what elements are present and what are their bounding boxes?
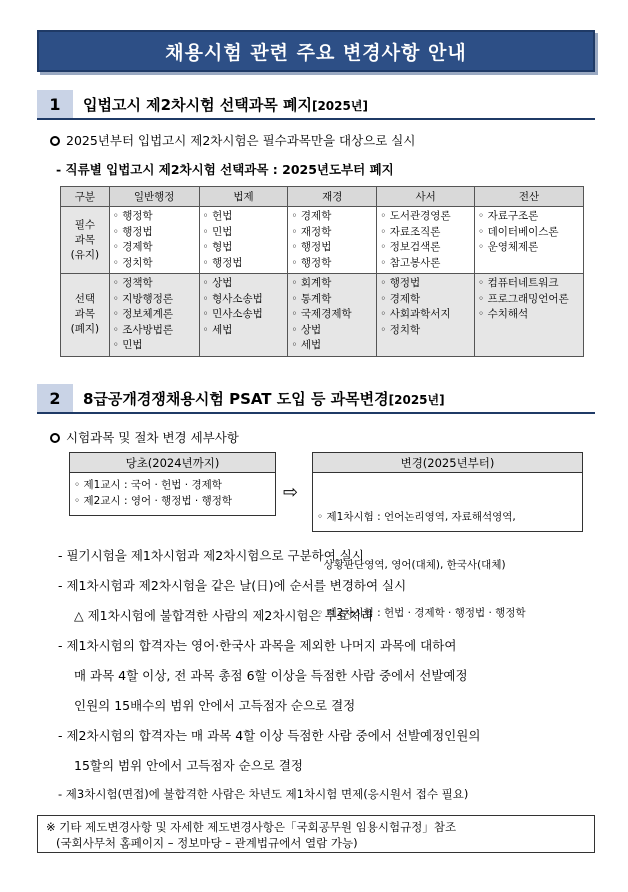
- subject-item: ◦ 정책학: [113, 276, 196, 292]
- circle-bullet-icon: [50, 136, 60, 146]
- after-line: 상황판단영역, 영어(대체), 한국사(대체): [317, 559, 506, 571]
- subject-item: ◦ 헌법: [203, 209, 285, 225]
- subject-item: ◦ 상법: [203, 276, 285, 292]
- subject-item: ◦ 운영체제론: [478, 240, 580, 256]
- table-header-row: [61, 187, 584, 207]
- table-cell: [109, 274, 199, 357]
- section-1-number: 1: [37, 90, 73, 118]
- subject-item: ◦ 민법: [203, 225, 285, 241]
- item-line: 매 과목 4할 이상, 전 과목 총점 6할 이상을 득점한 사람 중에서 선발예정: [74, 668, 468, 683]
- subject-item: ◦ 데이터베이스론: [478, 225, 580, 241]
- section-2-bullet: [50, 428, 239, 446]
- section-1-bullet: [50, 131, 415, 149]
- row-header-cell: [61, 274, 110, 357]
- section-1-title-text: 입법고시 제2차시험 선택과목 폐지: [83, 96, 312, 114]
- table-header-cell: 구분: [61, 187, 110, 207]
- table-header-cell: 전산: [475, 187, 584, 207]
- subject-item: ◦ 행정법: [113, 225, 196, 241]
- subject-item: ◦ 행정법: [291, 240, 373, 256]
- table-header-cell: 사서: [377, 187, 475, 207]
- row-header-label: 선택: [74, 293, 96, 306]
- table-header-cell: 재경: [288, 187, 377, 207]
- subject-item: ◦ 상법: [291, 323, 373, 339]
- row-header-label: 과목: [74, 233, 96, 246]
- subject-item: ◦ 형법: [203, 240, 285, 256]
- subject-item: ◦ 컴퓨터네트워크: [478, 276, 580, 292]
- subject-item: ◦ 세법: [203, 323, 285, 339]
- table-cell: [377, 274, 475, 357]
- subject-item: ◦ 경제학: [380, 292, 471, 308]
- section-2-title-text: 8급공개경쟁채용시험 PSAT 도입 등 과목변경: [83, 390, 389, 408]
- page-title-banner: [37, 30, 595, 72]
- before-line: ◦ 제1교시 : 국어 · 헌법 · 경제학: [74, 479, 222, 491]
- row-header-label: (유지): [70, 248, 100, 261]
- section-1-dash: - 직류별 입법고시 제2차시험 선택과목 : 2025년도부터 폐지: [56, 162, 394, 177]
- subject-item: ◦ 정치학: [380, 323, 471, 339]
- subject-item: ◦ 도서관경영론: [380, 209, 471, 225]
- subject-item: ◦ 세법: [291, 338, 373, 354]
- subject-item: ◦ 행정학: [113, 209, 196, 225]
- row-header-cell: [61, 207, 110, 274]
- table-cell: [475, 274, 584, 357]
- subject-item: ◦ 형사소송법: [203, 292, 285, 308]
- item-line: - 제2차시험의 합격자는 매 과목 4할 이상 득점한 사람 중에서 선발예정인원의: [58, 728, 481, 743]
- page-title: 채용시험 관련 주요 변경사항 안내: [165, 41, 467, 64]
- row-header-label: 과목: [74, 308, 96, 321]
- section-1-bullet-text: 2025년부터 입법고시 제2차시험은 필수과목만을 대상으로 실시: [66, 133, 416, 148]
- item-line: - 제1차시험과 제2차시험을 같은 날(日)에 순서를 변경하여 실시: [58, 578, 407, 593]
- subject-item: ◦ 정보검색론: [380, 240, 471, 256]
- table-header-cell: 일반행정: [109, 187, 199, 207]
- item-line: - 제3차시험(면접)에 불합격한 사람은 차년도 제1차시험 면제(응시원서 접수 필요): [58, 787, 469, 801]
- section-2-year: [2025년]: [388, 393, 445, 407]
- subject-item: ◦ 경제학: [113, 240, 196, 256]
- subject-item: ◦ 민사소송법: [203, 307, 285, 323]
- row-header-label: (폐지): [70, 323, 100, 336]
- table-cell: [288, 274, 377, 357]
- before-line: ◦ 제2교시 : 영어 · 행정법 · 행정학: [74, 495, 233, 507]
- section-2-bullet-text: 시험과목 및 절차 변경 세부사항: [66, 430, 239, 445]
- subject-item: ◦ 수치해석: [478, 307, 580, 323]
- subject-item: ◦ 행정법: [380, 276, 471, 292]
- table-row: [61, 207, 584, 274]
- item-line: 인원의 15배수의 범위 안에서 고득점자 순으로 결정: [74, 698, 356, 713]
- subject-item: ◦ 재정학: [291, 225, 373, 241]
- footnote-line: ※ 기타 제도변경사항 및 자세한 제도변경사항은「국회공무원 임용시험규정」참조: [46, 820, 457, 834]
- subject-table: [60, 186, 584, 357]
- subject-item: ◦ 국제경제학: [291, 307, 373, 323]
- section-2-number: 2: [37, 384, 73, 412]
- item-line: - 제1차시험의 합격자는 영어·한국사 과목을 제외한 나머지 과목에 대하여: [58, 638, 457, 653]
- before-box-header: 당초(2024년까지): [70, 453, 275, 473]
- table-cell: [199, 274, 288, 357]
- section-1-year: [2025년]: [311, 99, 368, 113]
- circle-bullet-icon: [50, 433, 60, 443]
- after-box-header: 변경(2025년부터): [313, 453, 582, 473]
- footnote-box: [37, 815, 595, 853]
- subject-item: ◦ 행정법: [203, 256, 285, 272]
- table-cell: [288, 207, 377, 274]
- subject-item: ◦ 조사방법론: [113, 323, 196, 339]
- after-line: ◦ 제1차시험 : 언어논리영역, 자료해석영역,: [317, 511, 516, 523]
- subject-item: ◦ 행정학: [291, 256, 373, 272]
- item-line: △ 제1차시험에 불합격한 사람의 제2차시험은 무효처리: [74, 608, 373, 623]
- after-box: [312, 452, 583, 619]
- section-1-title: [83, 94, 368, 115]
- subject-item: ◦ 자료조직론: [380, 225, 471, 241]
- subject-item: ◦ 사회과학서지: [380, 307, 471, 323]
- subject-item: ◦ 프로그래밍언어론: [478, 292, 580, 308]
- subject-item: ◦ 경제학: [291, 209, 373, 225]
- before-box: [69, 452, 276, 516]
- subject-item: ◦ 민법: [113, 338, 196, 354]
- subject-item: ◦ 통계학: [291, 292, 373, 308]
- table-cell: [475, 207, 584, 274]
- footnote-line: (국회사무처 홈페이지 – 정보마당 – 관계법규에서 열람 가능): [56, 836, 358, 850]
- after-line: ◦ 제2차시험 : 헌법 · 경제학 · 행정법 · 행정학: [317, 607, 526, 619]
- right-arrow-icon: ⇨: [283, 482, 299, 503]
- table-row: [61, 274, 584, 357]
- subject-item: ◦ 자료구조론: [478, 209, 580, 225]
- subject-item: ◦ 회계학: [291, 276, 373, 292]
- section-1-header: [37, 90, 595, 120]
- table-cell: [109, 207, 199, 274]
- subject-item: ◦ 정보체계론: [113, 307, 196, 323]
- table-header-cell: 법제: [199, 187, 288, 207]
- subject-item: ◦ 참고봉사론: [380, 256, 471, 272]
- item-line: 15할의 범위 안에서 고득점자 순으로 결정: [74, 758, 303, 773]
- item-line: - 필기시험을 제1차시험과 제2차시험으로 구분하여 실시: [58, 548, 364, 563]
- row-header-label: 필수: [74, 218, 96, 231]
- subject-item: ◦ 정치학: [113, 256, 196, 272]
- section-2-title: [83, 388, 445, 409]
- table-cell: [199, 207, 288, 274]
- subject-item: ◦ 지방행정론: [113, 292, 196, 308]
- table-cell: [377, 207, 475, 274]
- section-2-header: [37, 384, 595, 414]
